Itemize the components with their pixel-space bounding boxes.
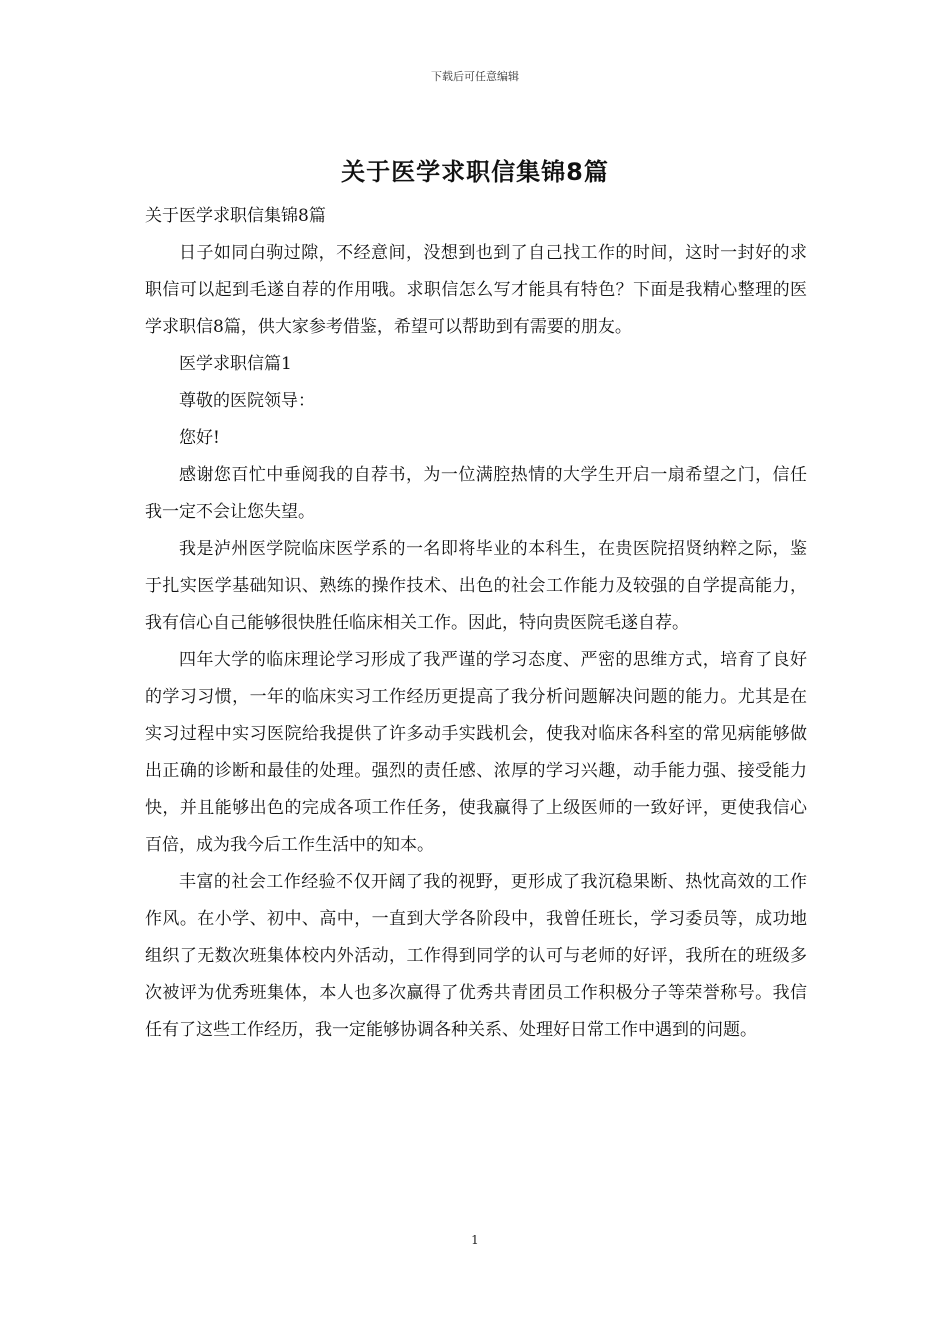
body-paragraph: 丰富的社会工作经验不仅开阔了我的视野，更形成了我沉稳果断、热忱高效的工作作风。在小学、初中、高中，一直到大学各阶段中，我曾任班长，学习委员等，成功地组织了无数次班集体校内外活动，工作得到同学的认可与老师的好评，我所在的班级多次被评为优秀班集体，本人也多次赢得了优秀共青团员工作积极分子等荣誉称号。我信任有了这些工作经历，我一定能够协调各种关系、处理好日常工作中遇到的问题。 <box>145 872 807 1040</box>
body-paragraph: 感谢您百忙中垂阅我的自荐书，为一位满腔热情的大学生开启一扇希望之门，信任我一定不会让您失望。 <box>145 465 807 522</box>
subtitle-line: 关于医学求职信集锦8篇 <box>145 206 326 226</box>
document-body <box>145 198 807 1049</box>
section-heading: 医学求职信篇1 <box>179 354 292 374</box>
salutation: 尊敬的医院领导： <box>179 391 315 411</box>
intro-paragraph: 日子如同白驹过隙，不经意间，没想到也到了自己找工作的时间，这时一封好的求职信可以起到毛遂自荐的作用哦。求职信怎么写才能具有特色？下面是我精心整理的医学求职信8篇，供大家参考借鉴，希望可以帮助到有需要的朋友。 <box>145 243 807 337</box>
page-header: 下载后可任意编辑 <box>431 70 519 83</box>
body-paragraph: 我是泸州医学院临床医学系的一名即将毕业的本科生，在贵医院招贤纳粹之际，鉴于扎实医学基础知识、熟练的操作技术、出色的社会工作能力及较强的自学提高能力，我有信心自己能够很快胜任临床相关工作。因此，特向贵医院毛遂自荐。 <box>145 539 807 633</box>
body-paragraph: 四年大学的临床理论学习形成了我严谨的学习态度、严密的思维方式，培育了良好的学习习惯，一年的临床实习工作经历更提高了我分析问题解决问题的能力。尤其是在实习过程中实习医院给我提供了许多动手实践机会，使我对临床各科室的常见病能够做出正确的诊断和最佳的处理。强烈的责任感、浓厚的学习兴趣，动手能力强、接受能力快，并且能够出色的完成各项工作任务，使我赢得了上级医师的一致好评，更使我信心百倍，成为我今后工作生活中的知本。 <box>145 650 807 855</box>
greeting: 您好! <box>179 428 220 448</box>
page-number: 1 <box>471 1233 479 1247</box>
document-title: 关于医学求职信集锦8篇 <box>341 158 609 186</box>
